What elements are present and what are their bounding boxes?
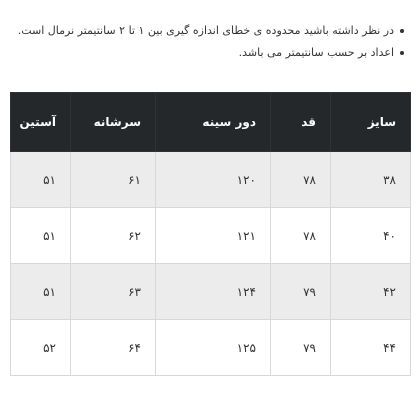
cell-chest: ۱۲۰	[156, 152, 271, 208]
table-row	[11, 320, 411, 376]
table-row	[11, 208, 411, 264]
cell-chest: ۱۲۵	[156, 320, 271, 376]
cell-length: ۷۸	[271, 152, 331, 208]
cell-shoulder: ۶۴	[71, 320, 156, 376]
header-size: سایز	[331, 93, 411, 152]
cell-size: ۴۲	[331, 264, 411, 320]
header-chest: دور سینه	[156, 93, 271, 152]
cell-sleeve: ۵۱	[11, 208, 71, 264]
header-shoulder: سرشانه	[71, 93, 156, 152]
table-row	[11, 264, 411, 320]
table-row	[11, 152, 411, 208]
note-text: در نظر داشته باشید محدوده ی خطای اندازه گیری بین ۱ تا ۲ سانتیمتر نرمال است.	[17, 24, 394, 37]
header-length: قد	[271, 93, 331, 152]
cell-size: ۴۰	[331, 208, 411, 264]
cell-length: ۷۸	[271, 208, 331, 264]
cell-shoulder: ۶۲	[71, 208, 156, 264]
table-header-row	[11, 93, 411, 152]
cell-sleeve: ۵۲	[11, 320, 71, 376]
cell-sleeve: ۵۱	[11, 152, 71, 208]
cell-shoulder: ۶۳	[71, 264, 156, 320]
note-item	[14, 20, 404, 42]
cell-length: ۷۹	[271, 320, 331, 376]
cell-shoulder: ۶۱	[71, 152, 156, 208]
bullet-icon	[400, 51, 404, 55]
size-chart-table	[10, 92, 411, 376]
cell-size: ۳۸	[331, 152, 411, 208]
cell-length: ۷۹	[271, 264, 331, 320]
note-text: اعداد بر حسب سانتیمتر می باشد.	[238, 46, 394, 59]
cell-sleeve: ۵۱	[11, 264, 71, 320]
note-item	[14, 42, 404, 64]
notes-list	[14, 20, 404, 64]
cell-size: ۴۴	[331, 320, 411, 376]
cell-chest: ۱۲۱	[156, 208, 271, 264]
cell-chest: ۱۲۴	[156, 264, 271, 320]
header-sleeve: آستین	[11, 93, 71, 152]
bullet-icon	[400, 29, 404, 33]
